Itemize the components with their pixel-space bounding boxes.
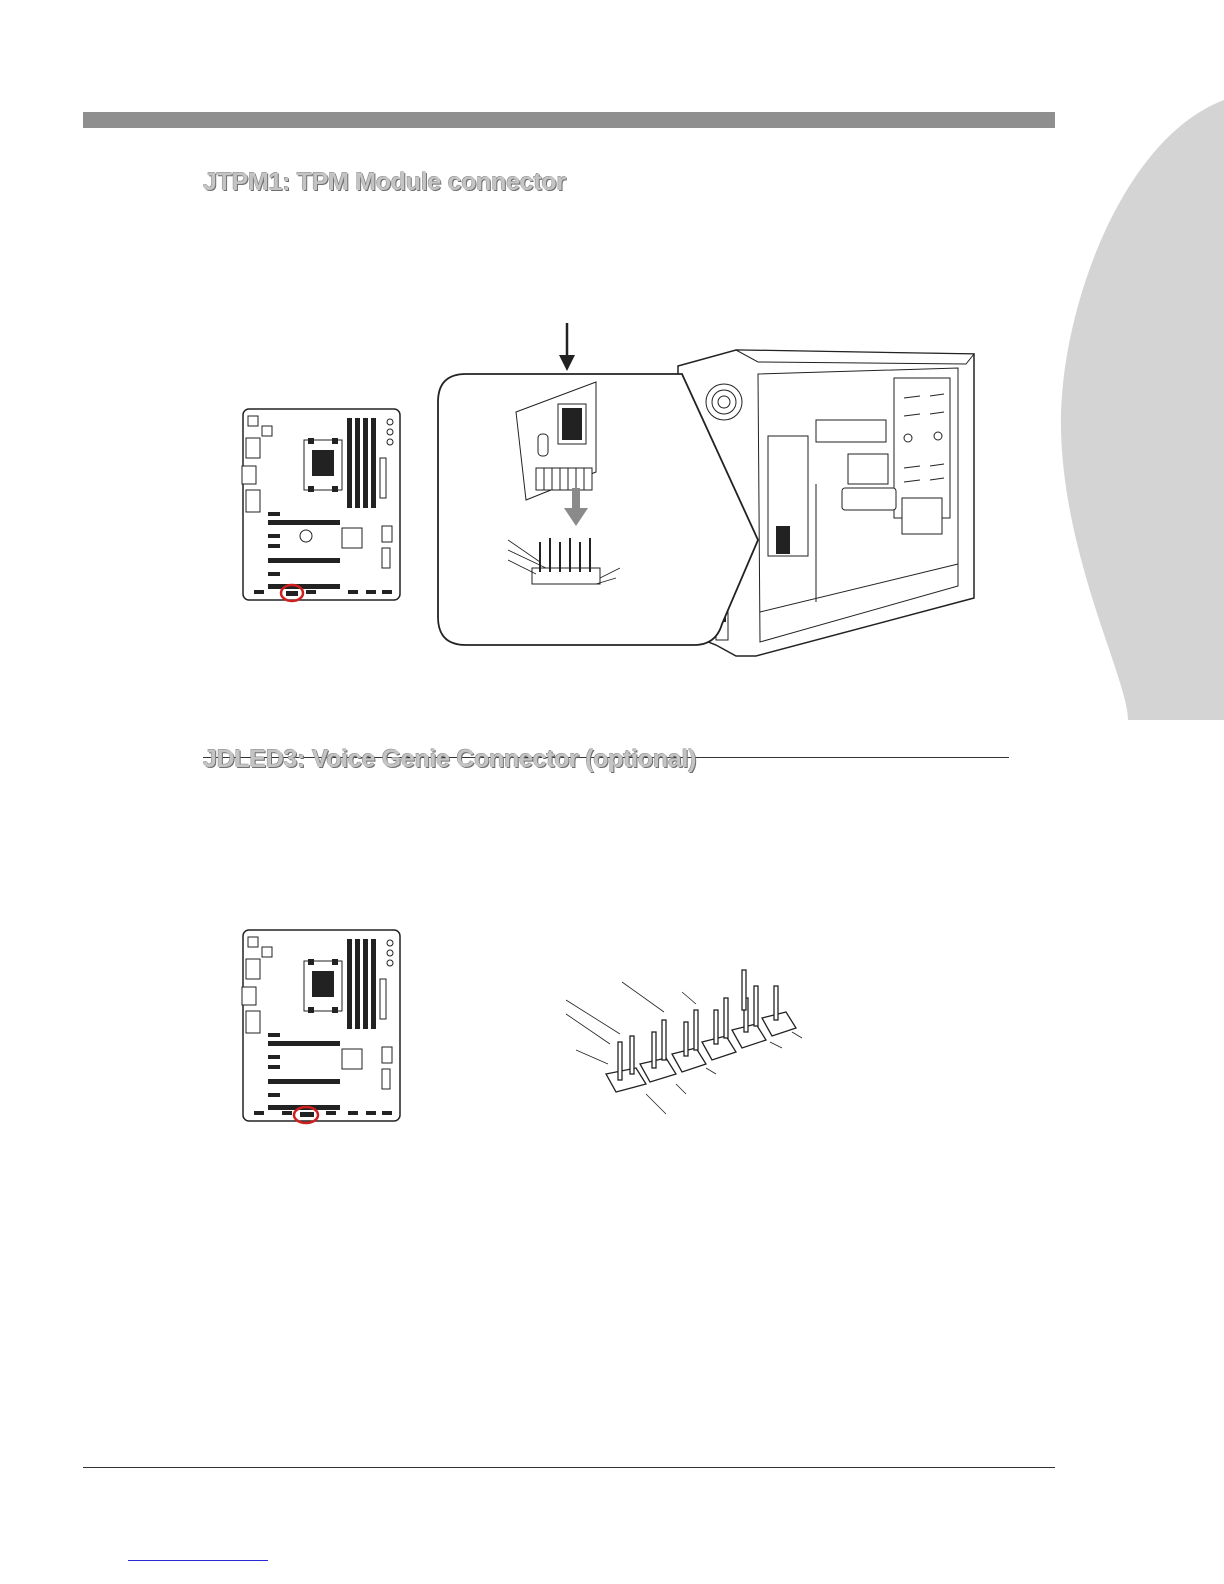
tpm-module-install-illustration [436, 372, 758, 648]
motherboard-layout-bottom [242, 929, 402, 1123]
arrow-down-icon [556, 323, 578, 373]
motherboard-layout-top [242, 408, 402, 602]
footer-divider [83, 1467, 1055, 1468]
footer-link-underline[interactable] [128, 1560, 268, 1561]
pin-header-illustration [566, 964, 806, 1114]
section-title-voice-genie: JDLED3: Voice Genie Connector (optional) [203, 745, 697, 773]
page-header-bar [83, 112, 1055, 128]
section-title-tpm: JTPM1: TPM Module connector [203, 168, 566, 196]
chapter-side-tab [1058, 100, 1224, 720]
